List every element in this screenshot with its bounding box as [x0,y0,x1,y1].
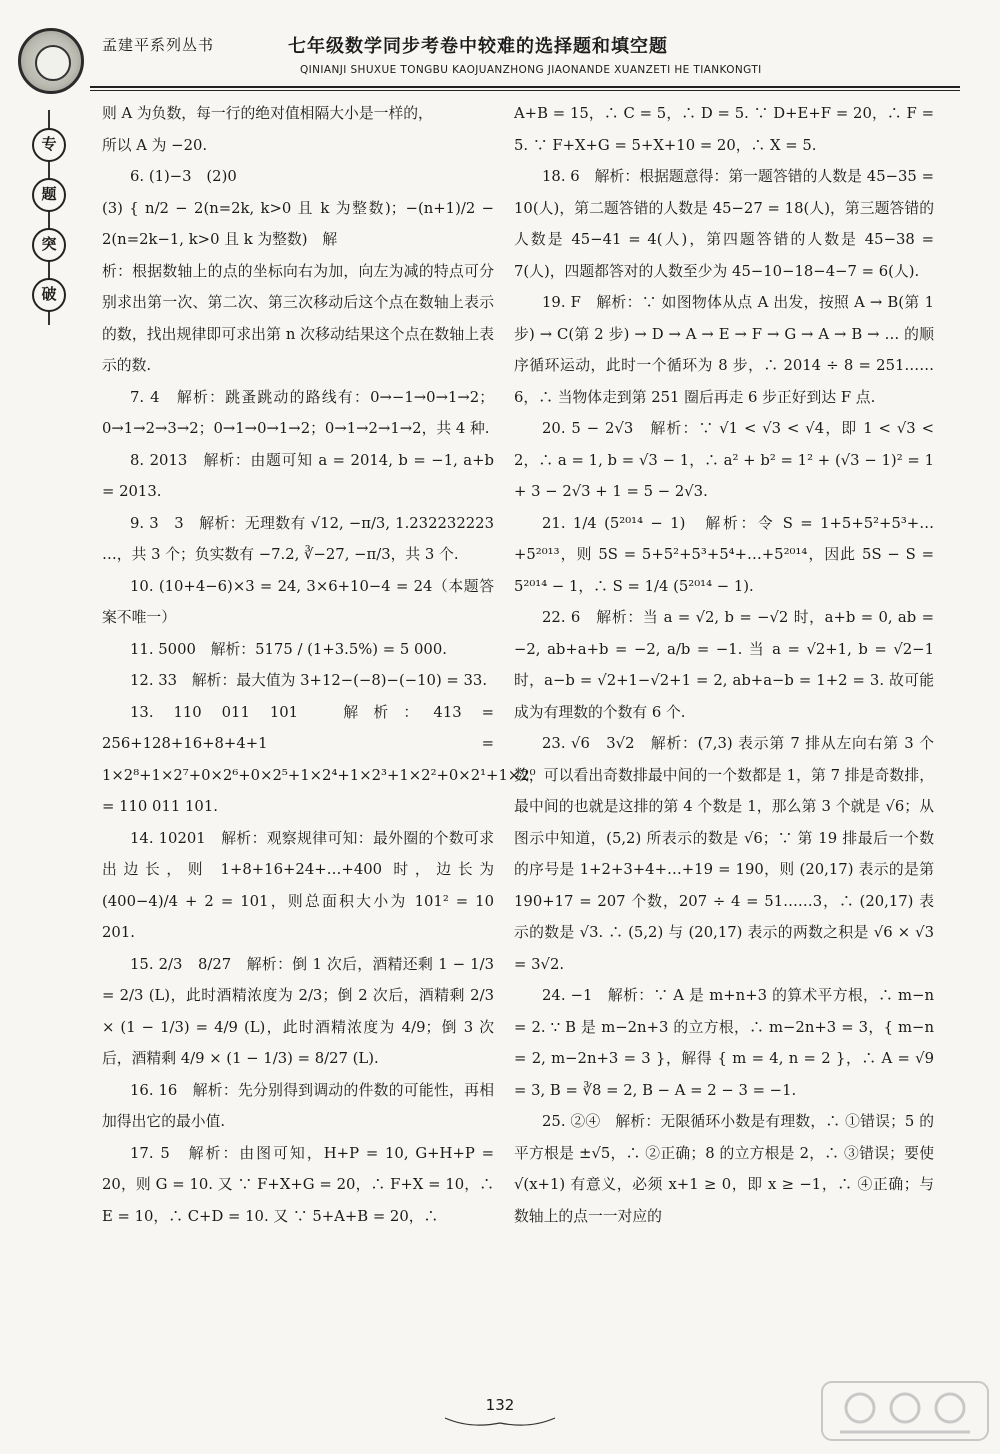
answer-item-16: 16. 16 解析：先分别得到调动的件数的可能性，再相加得出它的最小值. [102,1081,494,1130]
publisher-logo-icon [18,28,84,94]
answer-item-25: 25. ②④ 解析：无限循环小数是有理数，∴ ①错误；5 的平方根是 ±√5，∴ ②正确；8 的立方根是 2，∴ ③错误；要使 √(x+1) 有意义，必须 x+1 ≥ 0，即 x ≥ −1，∴ ④正确；与数轴上的点一一对应的 [514,1113,934,1225]
answer-item-11: 11. 5000 解析：5175 / (1+3.5%) = 5 000. [130,640,447,658]
series-name: 孟建平系列丛书 [102,36,215,54]
page-header [0,0,1000,95]
answer-item-14: 14. 10201 解析：观察规律可知：最外圈的个数可求出边长，则 1+8+16+24+…+400 时，边长为 (400−4)/4 + 2 = 101，则总面积大小为 101² = 10 201. [102,829,494,941]
answer-item-22: 22. 6 解析：当 a = √2, b = −√2 时，a+b = 0, ab = −2, ab+a+b = −2, a/b = −1. 当 a = √2+1, b = √2−1 时，a−b = √2+1−√2+1 = 2, ab+a−b = 1+2 = 3. 故可能成为有理数的个数有 6 个. [514,609,934,721]
answer-explanation: 析：根据数轴上的点的坐标向右为加，向左为减的特点可分别求出第一次、第二次、第三次移动后这个点在数轴上表示的数，找出规律即可求出第 n 次移动结果这个点在数轴上表示的数. [102,262,494,374]
book-title-pinyin: QINIANJI SHUXUE TONGBU KAOJUANZHONG JIAONANDE XUANZETI HE TIANKONGTI [300,64,762,76]
sidebar-char: 题 [32,178,66,212]
answer-item-9: 9. 3 3 解析：无理数有 √12, −π/3, 1.232232223 …，共 3 个；负实数有 −7.2, ∛−27, −π/3，共 3 个. [102,514,494,563]
sidebar-char: 破 [32,278,66,312]
answer-item-13: 13. 110 011 101 解析：413 = 256+128+16+8+4+1 = 1×2⁸+1×2⁷+0×2⁶+0×2⁵+1×2⁴+1×2³+1×2²+0×2¹+1×2⁰ = 110 011 101. [102,703,536,815]
answer-item-10: 10. (10+4−6)×3 = 24, 3×6+10−4 = 24（本题答案不唯一） [102,577,494,626]
answer-item-18: 18. 6 解析：根据题意得：第一题答错的人数是 45−35 = 10(人)，第二题答错的人数是 45−27 = 18(人)，第三题答错的人数是 45−41 = 4(人)，第四题答错的人数是 45−38 = 7(人)，四题都答对的人数至少为 45−10−18−4−7 = 6(人). [514,168,934,280]
answer-text: A+B = 15，∴ C = 5，∴ D = 5. ∵ D+E+F = 20，∴ F = 5. ∵ F+X+G = 5+X+10 = 20，∴ X = 5. [514,105,934,154]
answer-item-19: 19. F 解析：∵ 如图物体从点 A 出发，按照 A → B(第 1 步) → C(第 2 步) → D → A → E → F → G → A → B → … 的顺序循环运动，此时一个循环为 8 步，∴ 2014 ÷ 8 = 251……6，∴ 当物体走到第 251 圈后再走 6 步正好到达 F 点. [514,294,934,406]
watermark-logo-icon [820,1378,990,1444]
left-column [102,98,536,1232]
answer-item-12: 12. 33 解析：最大值为 3+12−(−8)−(−10) = 33. [130,672,488,689]
answer-item-6-part3: (3) { n/2 − 2(n=2k, k>0 且 k 为整数)；−(n+1)/2 − 2(n=2k−1, k>0 且 k 为整数) 解 [102,199,494,248]
sidebar-char: 突 [32,228,66,262]
answer-item-7: 7. 4 解析：跳蚤跳动的路线有：0→−1→0→1→2；0→1→2→3→2；0→1→0→1→2；0→1→2→1→2，共 4 种. [102,388,494,437]
answer-text: 则 A 为负数，每一行的绝对值相隔大小是一样的， [102,105,433,122]
page-number: 132 [485,1396,515,1414]
answer-item-15: 15. 2/3 8/27 解析：倒 1 次后，酒精还剩 1 − 1/3 = 2/3 (L)，此时酒精浓度为 2/3；倒 2 次后，酒精剩 2/3 × (1 − 1/3) = 4/9 (L)，此时酒精浓度为 4/9；倒 3 次后，酒精剩 4/9 × (1 − 1/3) = 8/27 (L). [102,955,494,1067]
answer-text: 所以 A 为 −20. [102,136,208,154]
book-title: 七年级数学同步考卷中较难的选择题和填空题 [288,36,668,57]
header-rule-thin [90,90,960,91]
answer-item-20: 20. 5 − 2√3 解析：∵ √1 < √3 < √4，即 1 < √3 < 2，∴ a = 1, b = √3 − 1，∴ a² + b² = 1² + (√3 − 1)² = 1 + 3 − 2√3 + 1 = 5 − 2√3. [514,420,934,500]
sidebar-char: 专 [32,128,66,162]
header-rule [90,86,960,88]
footer-ornament-icon [440,1415,560,1429]
right-column [514,98,934,1232]
answer-item-8: 8. 2013 解析：由题可知 a = 2014, b = −1, a+b = 2013. [102,451,494,500]
answer-item-21: 21. 1/4 (5²⁰¹⁴ − 1) 解析：令 S = 1+5+5²+5³+…+5²⁰¹³，则 5S = 5+5²+5³+5⁴+…+5²⁰¹⁴，因此 5S − S = 5²⁰¹⁴ − 1，∴ S = 1/4 (5²⁰¹⁴ − 1). [514,514,934,595]
answer-item-17: 17. 5 解析：由图可知，H+P = 10, G+H+P = 20，则 G = 10. 又 ∵ F+X+G = 20，∴ F+X = 10，∴ E = 10，∴ C+D = 10. 又 ∵ 5+A+B = 20，∴ [102,1144,494,1225]
answer-item-6: 6. (1)−3 (2)0 [130,168,237,185]
answer-item-23: 23. √6 3√2 解析：(7,3) 表示第 7 排从左向右第 3 个数，可以看出奇数排最中间的一个数都是 1，第 7 排是奇数排，最中间的也就是这排的第 4 个数是 1，那么第 3 个就是 √6；从图示中知道，(5,2) 所表示的数是 √6；∵ 第 19 排最后一个数的序号是 1+2+3+4+…+19 = 190，则 (20,17) 表示的是第 190+17 = 207 个数，207 ÷ 4 = 51……3，∴ (20,17) 表示的数是 √3. ∴ (5,2) 与 (20,17) 表示的两数之积是 √6 × √3 = 3√2. [514,735,934,973]
answer-item-24: 24. −1 解析：∵ A 是 m+n+3 的算术平方根，∴ m−n = 2. ∵ B 是 m−2n+3 的立方根，∴ m−2n+3 = 3，{ m−n = 2, m−2n+3 = 3 }，解得 { m = 4, n = 2 }，∴ A = √9 = 3, B = ∛8 = 2, B − A = 2 − 3 = −1. [514,987,934,1099]
